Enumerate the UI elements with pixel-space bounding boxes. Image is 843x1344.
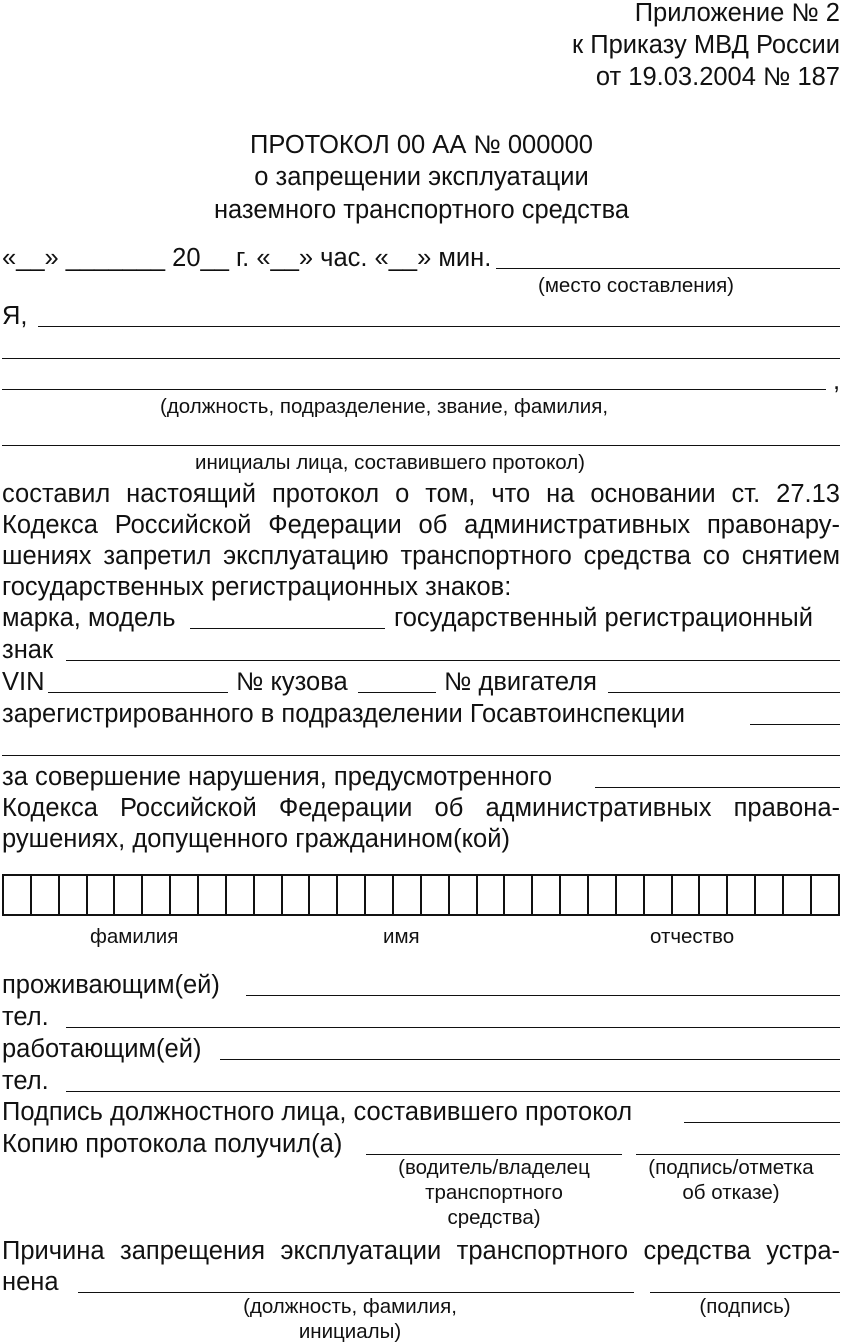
officer-field-3[interactable]: [2, 389, 826, 390]
registered-field-2[interactable]: [2, 755, 840, 756]
copy-recipient-field[interactable]: [366, 1154, 622, 1155]
name-letter-cell[interactable]: [171, 876, 199, 914]
name-letter-cell[interactable]: [478, 876, 506, 914]
officer-field-4[interactable]: [2, 445, 840, 446]
officer-prefix: Я,: [2, 302, 28, 330]
name-letter-cell[interactable]: [812, 876, 838, 914]
driver-caption-2: транспортного: [425, 1181, 563, 1204]
brand-field[interactable]: [190, 628, 385, 629]
officer-field-2[interactable]: [2, 358, 840, 359]
name-letter-cell[interactable]: [422, 876, 450, 914]
body-number-field[interactable]: [358, 692, 436, 693]
place-field[interactable]: [496, 268, 840, 269]
phone-label-1: тел.: [2, 1003, 49, 1031]
name-letter-cell[interactable]: [143, 876, 171, 914]
resolved-signature-field[interactable]: [650, 1292, 840, 1293]
violation-line-2: Кодекса Российской Федерации об административных правона-: [2, 794, 840, 822]
violation-label: за совершение нарушения, предусмотренного: [2, 763, 553, 791]
name-letter-cell[interactable]: [88, 876, 116, 914]
name-letter-cell[interactable]: [589, 876, 617, 914]
appendix-order: к Приказу МВД России: [572, 31, 840, 59]
name-letter-cell[interactable]: [255, 876, 283, 914]
body-line-3: шениях запретил эксплуатацию транспортного средства со снятием: [2, 542, 840, 570]
body-number-label: № кузова: [236, 668, 348, 696]
name-letter-cell[interactable]: [199, 876, 227, 914]
sign-caption-1: (подпись/отметка: [648, 1156, 814, 1179]
name-letter-grid[interactable]: [2, 874, 840, 916]
copy-signature-field[interactable]: [636, 1154, 840, 1155]
name-letter-cell[interactable]: [394, 876, 422, 914]
phone-label-2: тел.: [2, 1067, 49, 1095]
name-letter-cell[interactable]: [310, 876, 338, 914]
protocol-subtitle-2: наземного транспортного средства: [213, 196, 630, 224]
resolved-caption-2: инициалы): [298, 1320, 402, 1343]
name-letter-cell[interactable]: [227, 876, 255, 914]
residing-label: проживающим(ей): [2, 971, 220, 999]
driver-caption-3: средства): [447, 1206, 541, 1229]
reg-label: государственный регистрационный: [394, 604, 813, 632]
sign-label: знак: [2, 636, 54, 664]
name-letter-cell[interactable]: [645, 876, 673, 914]
brand-label: марка, модель: [2, 604, 176, 632]
name-letter-cell[interactable]: [505, 876, 533, 914]
resolved-sign-caption: (подпись): [699, 1295, 791, 1318]
copy-received-label: Копию протокола получил(а): [2, 1130, 343, 1158]
body-line-4: государственных регистрационных знаков:: [2, 573, 512, 601]
name-letter-cell[interactable]: [673, 876, 701, 914]
body-line-1: составил настоящий протокол о том, что на основании ст. 27.13: [2, 480, 840, 508]
name-letter-cell[interactable]: [60, 876, 88, 914]
name-letter-cell[interactable]: [4, 876, 32, 914]
name-letter-cell[interactable]: [283, 876, 311, 914]
resolved-officer-field[interactable]: [78, 1292, 634, 1293]
resolved-caption-1: (должность, фамилия,: [243, 1295, 457, 1318]
working-field[interactable]: [220, 1059, 840, 1060]
protocol-title: ПРОТОКОЛ 00 АА № 000000: [250, 131, 593, 159]
sign-caption-2: об отказе): [682, 1181, 780, 1204]
caption-name: имя: [383, 925, 420, 948]
resolved-line-2: нена: [2, 1268, 59, 1296]
reg-sign-field[interactable]: [66, 660, 840, 661]
registered-label: зарегистрированного в подразделении Госавтоинспекции: [2, 700, 685, 728]
name-letter-cell[interactable]: [784, 876, 812, 914]
appendix-date: от 19.03.2004 № 187: [595, 63, 840, 91]
phone-field-1[interactable]: [66, 1027, 840, 1028]
name-letter-cell[interactable]: [366, 876, 394, 914]
name-letter-cell[interactable]: [561, 876, 589, 914]
official-signature-label: Подпись должностного лица, составившего протокол: [2, 1098, 633, 1126]
protocol-subtitle-1: о запрещении эксплуатации: [254, 163, 589, 191]
name-letter-cell[interactable]: [533, 876, 561, 914]
official-signature-field[interactable]: [684, 1122, 840, 1123]
phone-field-2[interactable]: [66, 1091, 840, 1092]
registered-field-1[interactable]: [750, 724, 840, 725]
officer-caption-1: (должность, подразделение, звание, фамилия,: [160, 395, 609, 418]
driver-caption-1: (водитель/владелец: [398, 1156, 590, 1179]
violation-line-3: рушениях, допущенного гражданином(кой): [2, 825, 510, 853]
appendix-number: Приложение № 2: [634, 0, 840, 27]
name-letter-cell[interactable]: [32, 876, 60, 914]
caption-surname: фамилия: [90, 925, 179, 948]
name-letter-cell[interactable]: [756, 876, 784, 914]
name-letter-cell[interactable]: [728, 876, 756, 914]
name-letter-cell[interactable]: [617, 876, 645, 914]
vin-field[interactable]: [48, 692, 228, 693]
place-caption: (место составления): [538, 274, 735, 297]
working-label: работающим(ей): [2, 1035, 202, 1063]
officer-comma: ,: [833, 367, 841, 395]
name-letter-cell[interactable]: [338, 876, 366, 914]
officer-caption-2: инициалы лица, составившего протокол): [195, 451, 586, 474]
engine-number-field[interactable]: [608, 692, 840, 693]
engine-number-label: № двигателя: [444, 668, 597, 696]
name-letter-cell[interactable]: [700, 876, 728, 914]
name-letter-cell[interactable]: [115, 876, 143, 914]
resolved-line-1: Причина запрещения эксплуатации транспортного средства устра-: [2, 1237, 840, 1265]
name-letter-cell[interactable]: [450, 876, 478, 914]
officer-field-1[interactable]: [38, 326, 840, 327]
vin-label: VIN: [2, 668, 45, 696]
residing-field[interactable]: [246, 995, 840, 996]
violation-article-field[interactable]: [595, 787, 840, 788]
body-line-2: Кодекса Российской Федерации об административных правонару-: [2, 511, 840, 539]
date-time-line: «__» _______ 20__ г. «__» час. «__» мин.: [2, 244, 492, 272]
caption-patronymic: отчество: [650, 925, 735, 948]
